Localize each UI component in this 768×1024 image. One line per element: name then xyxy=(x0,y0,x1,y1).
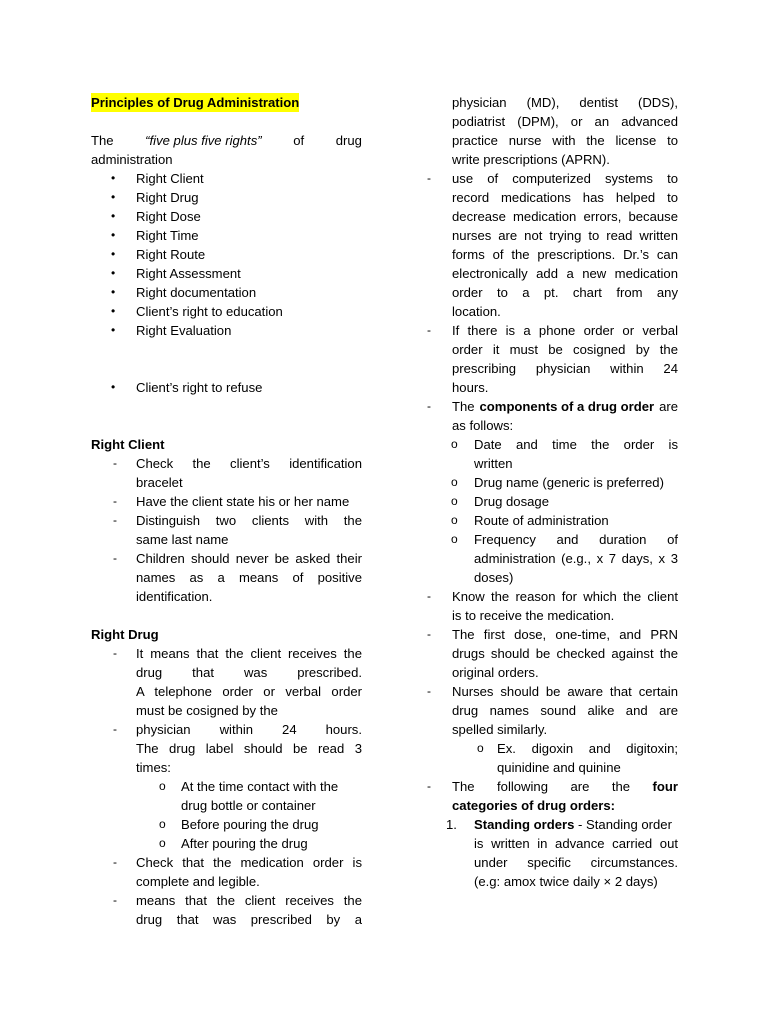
circle-bullet-icon: o xyxy=(451,532,458,546)
bullet-icon: • xyxy=(111,209,116,223)
intro-line: The “five plus five rights” of drug xyxy=(91,133,362,148)
list-item: - Distinguish two clients with the same last name xyxy=(113,513,362,547)
bullet-icon: • xyxy=(111,190,116,204)
list-item: • Client’s right to refuse xyxy=(111,380,263,395)
list-item: • Right Evaluation xyxy=(111,323,232,338)
list-item: - use of computerized systems to record medications has helped to decrease medication errors, because nurses are not trying to read written forms of the prescriptions. Dr.’s can electronically add a new medication order to a pt. chart from any location. xyxy=(427,171,678,319)
sub-list-item: o Before pouring the drug xyxy=(159,817,319,832)
list-item: - Check the client’s identification bracelet xyxy=(113,456,362,490)
number-marker: 1. xyxy=(446,817,457,832)
sub-list-item: o After pouring the drug xyxy=(159,836,308,851)
dash-marker: - xyxy=(113,456,117,470)
list-item: - Nurses should be aware that certain drug names sound alike and are spelled similarly. xyxy=(427,684,678,737)
right-column xyxy=(427,93,678,891)
list-item: - The first dose, one-time, and PRN drugs should be checked against the original orders. xyxy=(427,627,678,680)
dash-marker: - xyxy=(427,399,431,413)
list-item: - Check that the medication order is complete and legible. xyxy=(113,855,362,889)
list-item: - Have the client state his or her name xyxy=(113,494,350,509)
list-item: • Right Assessment xyxy=(111,266,241,281)
dash-marker: - xyxy=(427,323,431,337)
dash-marker: - xyxy=(113,855,117,869)
bullet-icon: • xyxy=(111,266,116,280)
bullet-icon: • xyxy=(111,380,116,394)
numbered-item: 1. Standing orders - Standing order is written in advance carried out under specific circumstances. (e.g: amox twice daily × 2 days) xyxy=(446,817,678,889)
sub-list-item: o At the time contact with the drug bottle or container xyxy=(159,779,339,813)
dash-marker: - xyxy=(113,646,117,660)
sub-list-item: o Date and time the order is written xyxy=(451,437,678,471)
dash-marker: - xyxy=(427,627,431,641)
bullet-icon: • xyxy=(111,285,116,299)
list-item: - The following are the four categories of drug orders: xyxy=(427,779,678,813)
dash-marker: - xyxy=(427,171,431,185)
intro-line-2: administration xyxy=(91,152,173,167)
list-item: • Right Drug xyxy=(111,190,199,205)
list-item: • Right documentation xyxy=(111,285,257,300)
dash-marker: - xyxy=(427,684,431,698)
circle-bullet-icon: o xyxy=(477,741,484,755)
document-title: Principles of Drug Administration xyxy=(91,95,300,110)
bullet-icon: • xyxy=(111,171,116,185)
section-heading-right-drug: Right Drug xyxy=(91,627,159,642)
dash-marker: - xyxy=(113,722,117,736)
circle-bullet-icon: o xyxy=(451,513,458,527)
list-item: • Right Time xyxy=(111,228,199,243)
sub-list-item: o Frequency and duration of administration (e.g., x 7 days, x 3 doses) xyxy=(451,532,678,585)
list-item: - The components of a drug order are as follows: xyxy=(427,399,678,433)
circle-bullet-icon: o xyxy=(451,437,458,451)
circle-bullet-icon: o xyxy=(451,494,458,508)
list-item: - Children should never be asked their names as a means of positive identification. xyxy=(113,551,362,604)
bullet-icon: • xyxy=(111,323,116,337)
dash-marker: - xyxy=(113,551,117,565)
list-item: - If there is a phone order or verbal order it must be cosigned by the prescribing physician within 24 hours. xyxy=(427,323,678,395)
dash-marker: - xyxy=(113,494,117,508)
list-item: • Right Client xyxy=(111,171,204,186)
bullet-icon: • xyxy=(111,247,116,261)
list-item: • Right Dose xyxy=(111,209,201,224)
left-column xyxy=(91,93,362,929)
dash-marker: - xyxy=(113,893,117,907)
sub-list-item: o Drug name (generic is preferred) xyxy=(451,475,664,490)
circle-bullet-icon: o xyxy=(159,779,166,793)
dash-marker: - xyxy=(427,779,431,793)
list-item: - means that the client receives the drug that was prescribed by a xyxy=(113,893,362,927)
circle-bullet-icon: o xyxy=(159,836,166,850)
sub-list-item: o Ex. digoxin and digitoxin; quinidine and quinine xyxy=(477,741,678,775)
list-item: - Know the reason for which the client is to receive the medication. xyxy=(427,589,678,623)
section-heading-right-client: Right Client xyxy=(91,437,165,452)
sub-list-item: o Route of administration xyxy=(451,513,609,528)
circle-bullet-icon: o xyxy=(159,817,166,831)
continued-text: physician (MD), dentist (DDS), podiatrist (DPM), or an advanced practice nurse with the license to write prescriptions (APRN). xyxy=(452,95,678,167)
dash-marker: - xyxy=(427,589,431,603)
circle-bullet-icon: o xyxy=(451,475,458,489)
bullet-icon: • xyxy=(111,304,116,318)
dash-marker: - xyxy=(113,513,117,527)
list-item: - It means that the client receives the drug that was prescribed. A telephone order or verbal order must be cosigned by the xyxy=(113,646,362,718)
sub-list-item: o Drug dosage xyxy=(451,494,549,509)
rights-list xyxy=(91,169,362,340)
bullet-icon: • xyxy=(111,228,116,242)
list-item: • Right Route xyxy=(111,247,206,262)
list-item: - physician within 24 hours. The drug label should be read 3 times: xyxy=(113,722,362,775)
list-item: • Client’s right to education xyxy=(111,304,283,319)
